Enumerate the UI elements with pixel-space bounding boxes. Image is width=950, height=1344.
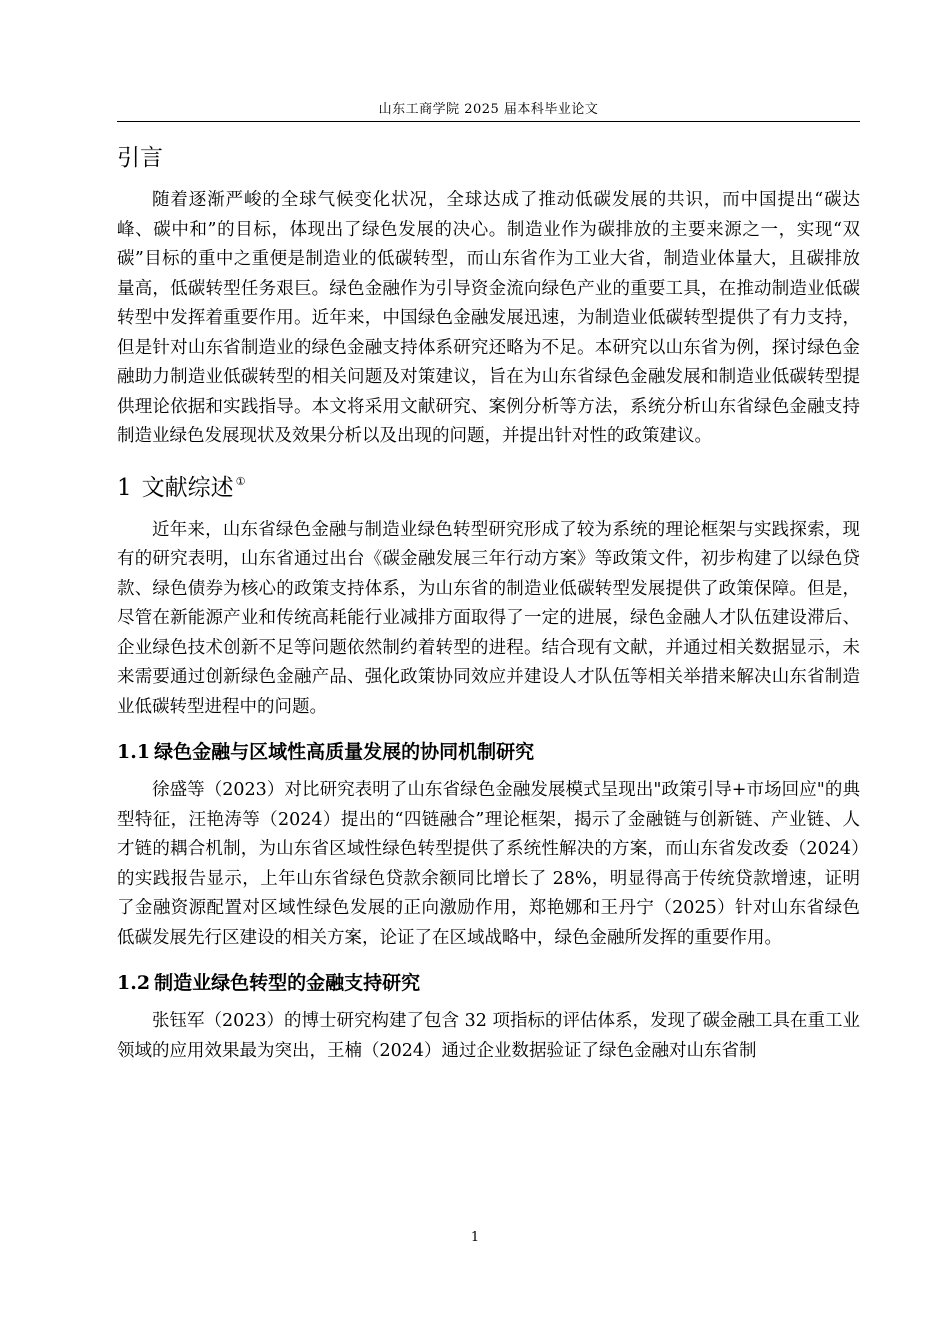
section-1-1-title: 绿色金融与区域性高质量发展的协同机制研究 xyxy=(154,741,535,763)
page-number: 1 xyxy=(470,1230,480,1245)
section-1-paragraph: 近年来，山东省绿色金融与制造业绿色转型研究形成了较为系统的理论框架与实践探索，现有的研究表明，山东省通过出台《碳金融发展三年行动方案》等政策文件，初步构建了以绿色贷款、绿色债券为核心的政策支持体系，为山东省的制造业低碳转型发展提供了政策保障。但是，尽管在新能源产业和传统高耗能行业减排方面取得了一定的进展，绿色金融人才队伍建设滞后、企业绿色技术创新不足等问题依然制约着转型的进程。结合现有文献，并通过相关数据显示，未来需要通过创新绿色金融产品、强化政策协同效应并建设人才队伍等相关举措来解决山东省制造业低碳转型进程中的问题。 xyxy=(117,519,860,717)
section-1-heading xyxy=(117,462,860,508)
section-1-2-heading xyxy=(117,963,860,1003)
section-1-1-number: 1.1 xyxy=(117,741,151,763)
section-1-2-number: 1.2 xyxy=(117,972,151,994)
section-1-2-title: 制造业绿色转型的金融支持研究 xyxy=(154,972,421,994)
running-header: 山东工商学院 2025 届本科毕业论文 xyxy=(378,102,599,117)
intro-heading xyxy=(117,138,860,178)
header-rule xyxy=(117,121,860,122)
main-content xyxy=(117,138,860,1076)
section-1-footnote-mark[interactable]: ① xyxy=(235,474,246,488)
intro-paragraph: 随着逐渐严峻的全球气候变化状况，全球达成了推动低碳发展的共识，而中国提出“碳达峰、碳中和”的目标，体现出了绿色发展的决心。制造业作为碳排放的主要来源之一，实现“双碳”目标的重中之重便是制造业的低碳转型，而山东省作为工业大省，制造业体量大，且碳排放量高，低碳转型任务艰巨。绿色金融作为引导资金流向绿色产业的重要工具，在推动制造业低碳转型中发挥着重要作用。近年来，中国绿色金融发展迅速，为制造业低碳转型提供了有力支持，但是针对山东省制造业的绿色金融支持体系研究还略为不足。本研究以山东省为例，探讨绿色金融助力制造业低碳转型的相关问题及对策建议，旨在为山东省绿色金融发展和制造业低碳转型提供理论依据和实践指导。本文将采用文献研究、案例分析等方法，系统分析山东省绿色金融支持制造业绿色发展现状及效果分析以及出现的问题，并提出针对性的政策建议。 xyxy=(117,190,860,446)
section-1-1-paragraph: 徐盛等（2023）对比研究表明了山东省绿色金融发展模式呈现出"政策引导+市场回应"的典型特征，汪艳涛等（2024）提出的“四链融合”理论框架，揭示了金融链与创新链、产业链、人才链的耦合机制，为山东省区域性绿色转型提供了系统性解决的方案，而山东省发改委（2024）的实践报告显示，上年山东省绿色贷款余额同比增长了 28%，明显得高于传统贷款增速，证明了金融资源配置对区域性绿色发展的正向激励作用，郑艳娜和王丹宁（2025）针对山东省绿色低碳发展先行区建设的相关方案，论证了在区域战略中，绿色金融所发挥的重要作用。 xyxy=(117,780,860,948)
section-1-number: 1 xyxy=(117,474,132,501)
section-1-1-heading xyxy=(117,732,860,772)
section-1-title: 文献综述 xyxy=(141,474,234,501)
section-1-2-paragraph: 张钰军（2023）的博士研究构建了包含 32 项指标的评估体系，发现了碳金融工具在重工业领域的应用效果最为突出，王楠（2024）通过企业数据验证了绿色金融对山东省制 xyxy=(117,1011,860,1061)
intro-heading-title: 引言 xyxy=(117,145,163,171)
